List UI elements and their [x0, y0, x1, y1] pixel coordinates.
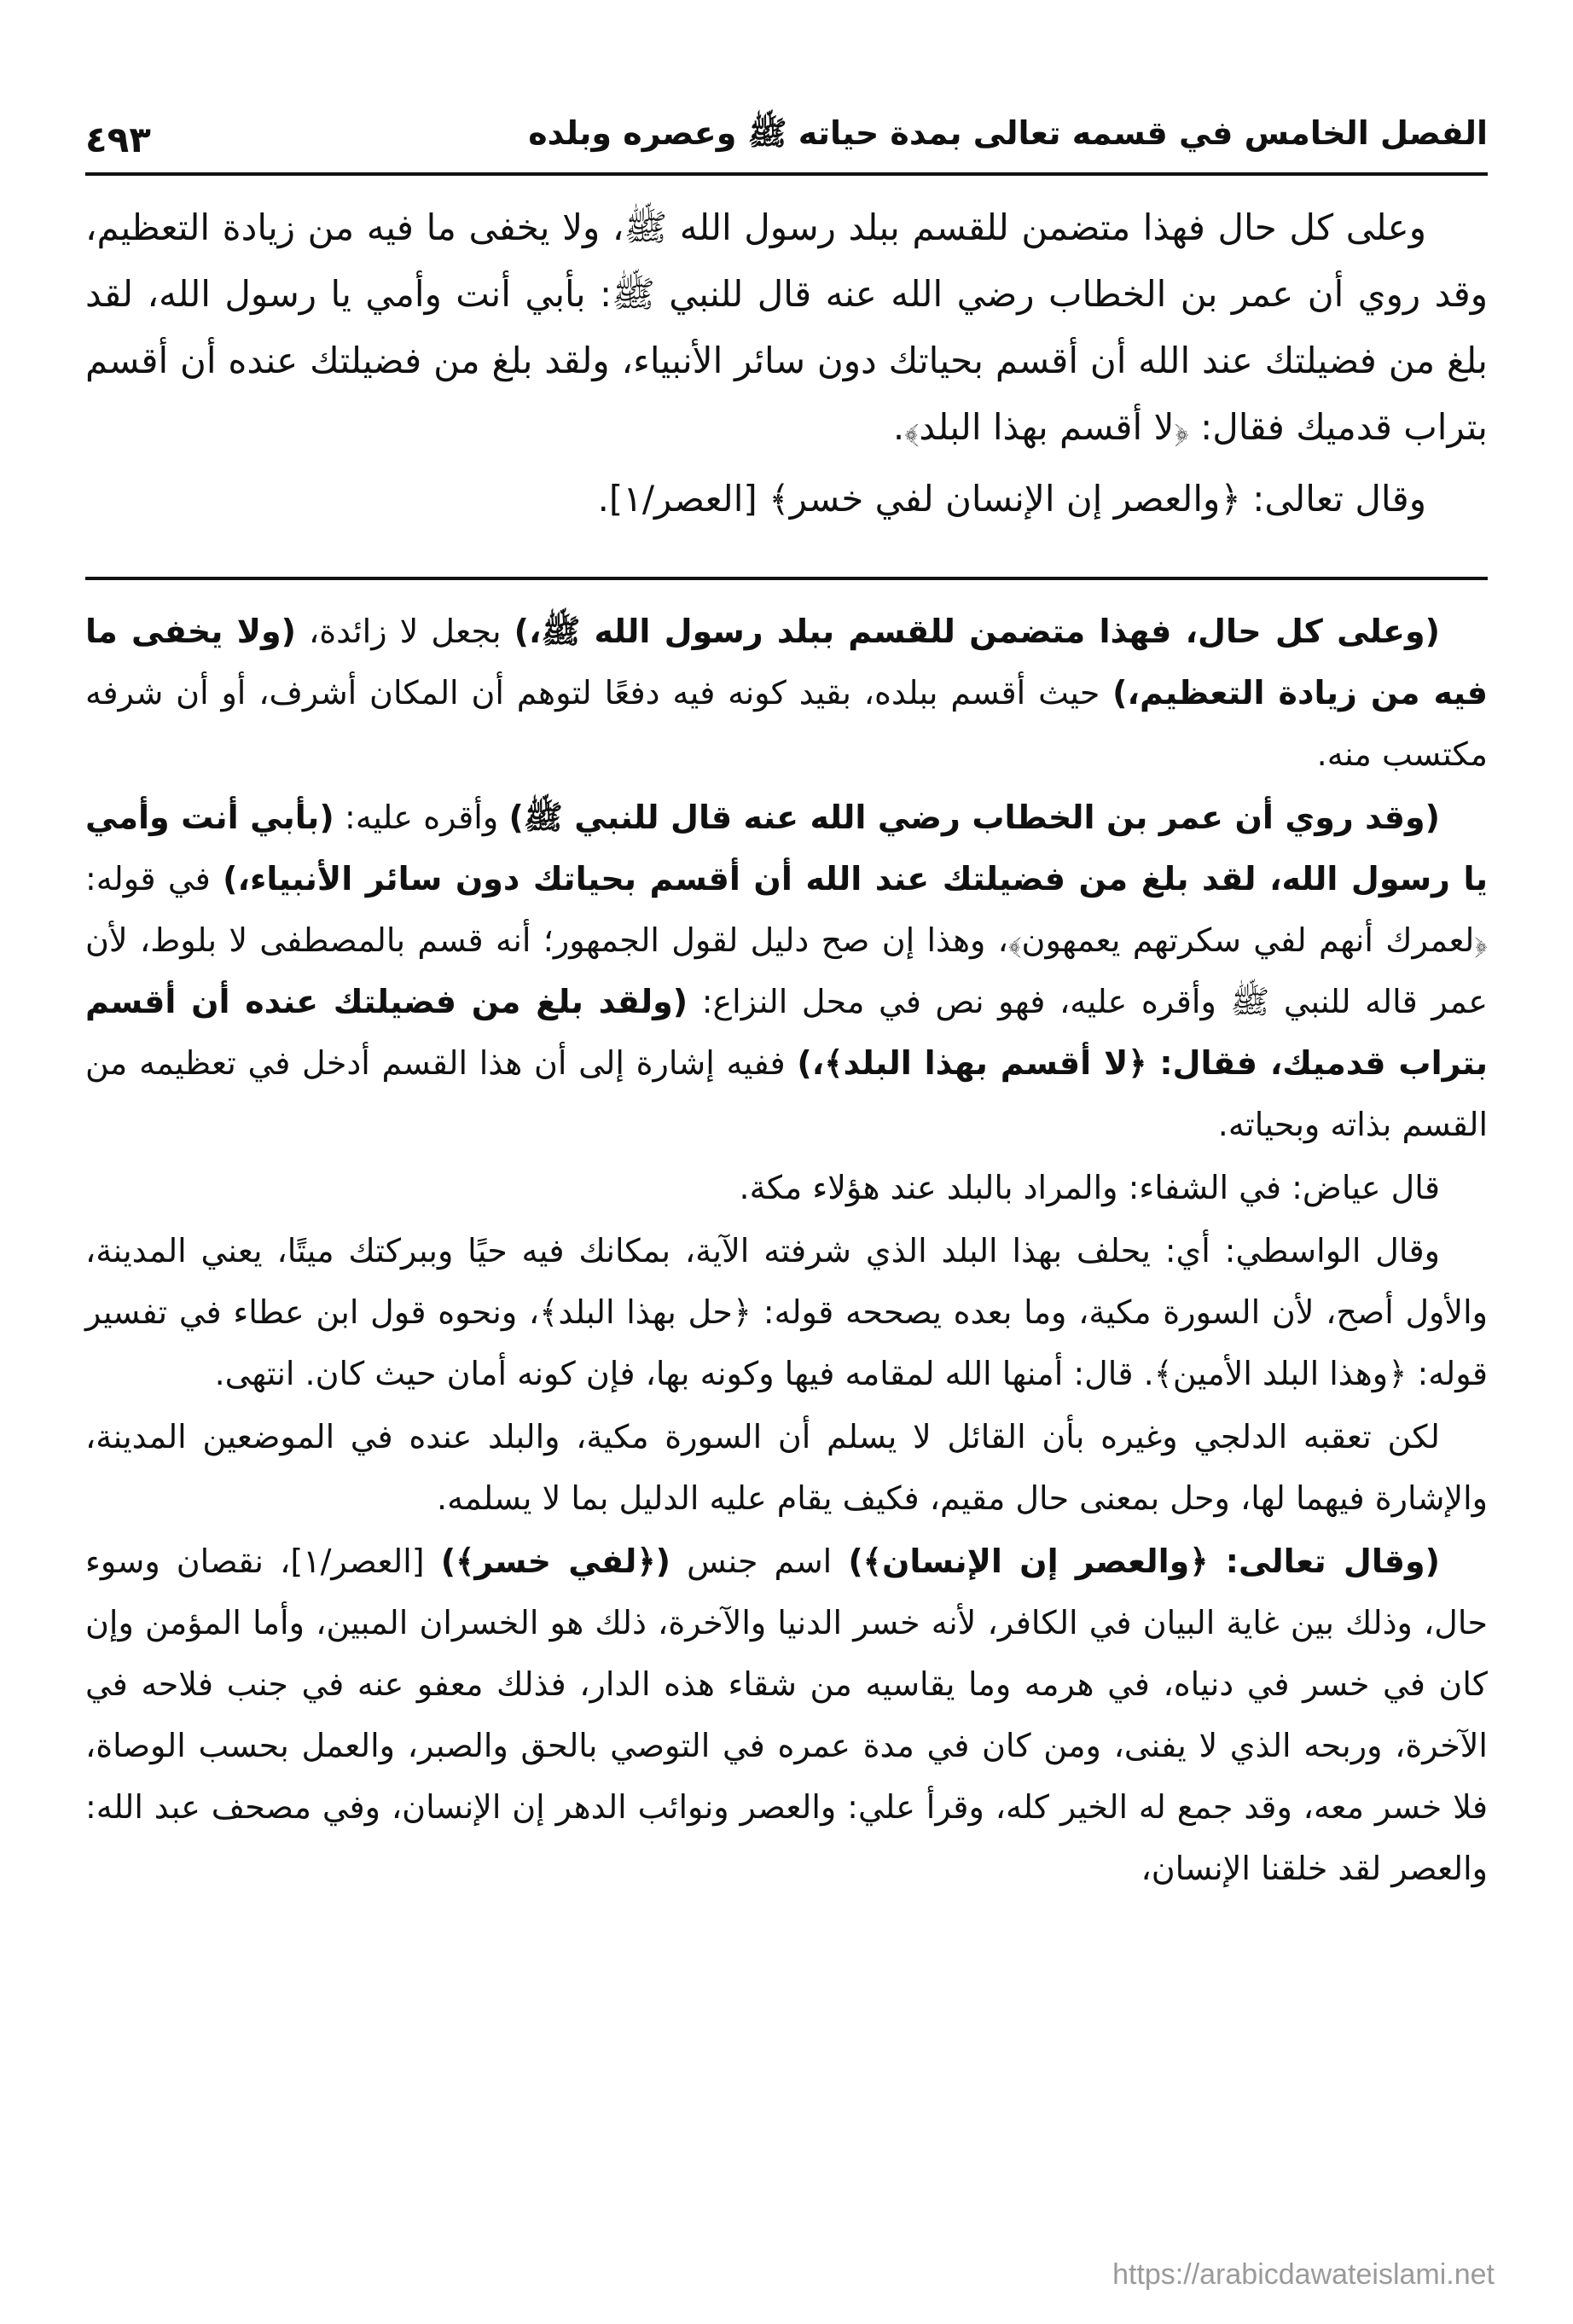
commentary-paragraph	[85, 1157, 1488, 1218]
commentary-paragraph	[85, 787, 1488, 1155]
quoted-matn-text: (وقد روي أن عمر بن الخطاب رضي الله عنه قال للنبي ﷺ)	[508, 799, 1440, 836]
commentary-text: حيث أقسم ببلده، بقيد كونه فيه دفعًا لتوهم أن المكان أشرف، أو أن شرفه مكتسب منه.	[85, 674, 1488, 773]
quoted-matn-text: (وقال تعالى: ﴿والعصر إن الإنسان﴾)	[848, 1543, 1440, 1580]
page-header	[85, 101, 1488, 176]
commentary-text: بجعل لا زائدة،	[295, 613, 514, 650]
quoted-matn-text: (بأبي أنت وأمي يا رسول الله، لقد بلغ من فضيلتك عند الله أن أقسم بحياتك دون سائر الأنبياء،)	[85, 799, 1488, 898]
main-paragraph: وعلى كل حال فهذا متضمن للقسم ببلد رسول الله ﷺ، ولا يخفى ما فيه من زيادة التعظيم، وقد روي أن عمر بن الخطاب رضي الله عنه قال للنبي ﷺ: بأبي أنت وأمي يا رسول الله، لقد بلغ من فضيلتك عند الله أن أقسم بحياتك دون سائر الأنبياء، ولقد بلغ من فضيلتك عنده أن أقسم بتراب قدميك فقال: ﴿لا أقسم بهذا البلد﴾.	[85, 206, 1488, 448]
commentary-text: وقال الواسطي: أي: يحلف بهذا البلد الذي شرفته الآية، بمكانك فيه حيًا وببركتك ميتًا، يعني المدينة، والأول أصح، لأن السورة مكية، وما بعده يصححه قوله: ﴿حل بهذا البلد﴾، ونحوه قول ابن عطاء في تفسير قوله: ﴿وهذا البلد الأمين﴾. قال: أمنها الله لمقامه فيها وكونه بها، فإن كونه أمان حيث كان. انتهى.	[85, 1232, 1488, 1392]
chapter-title: الفصل الخامس في قسمه تعالى بمدة حياته ﷺ وعصره وبلده	[528, 114, 1488, 152]
commentary-paragraph	[85, 1531, 1488, 1899]
commentary-text: في قوله: ﴿لعمرك أنهم لفي سكرتهم يعمهون﴾، وهذا إن صح دليل لقول الجمهور؛ أنه قسم بالمصطفى لا بلوط، لأن عمر قاله للنبي ﷺ وأقره عليه، فهو نص في محل النزاع:	[85, 860, 1488, 1020]
commentary-text: لكن تعقبه الدلجي وغيره بأن القائل لا يسلم أن السورة مكية، والبلد عنده في الموضعين المدينة، والإشارة فيهما لها، وحل بمعنى حال مقيم، فكيف يقام عليه الدليل بما لا يسلمه.	[85, 1418, 1488, 1517]
quoted-matn-text: (﴿لفي خسر﴾)	[440, 1543, 670, 1580]
quoted-matn-text: (وعلى كل حال، فهذا متضمن للقسم ببلد رسول الله ﷺ،)	[514, 613, 1440, 650]
commentary-paragraph	[85, 1406, 1488, 1529]
watermark-url: https://arabicdawateislami.net	[1112, 2258, 1495, 2291]
commentary-text: ففيه إشارة إلى أن هذا القسم أدخل في تعظيمه من القسم بذاته وبحياته.	[85, 1044, 1488, 1143]
commentary-text: اسم جنس	[670, 1543, 849, 1580]
quoted-matn-text: (ولقد بلغ من فضيلتك عنده أن أقسم بتراب قدميك، فقال: ﴿لا أقسم بهذا البلد﴾،)	[85, 983, 1489, 1082]
commentary-paragraph	[85, 601, 1488, 785]
page-number: ٤٩٣	[85, 119, 151, 160]
main-paragraph: وقال تعالى: ﴿والعصر إن الإنسان لفي خسر﴾ [العصر/١].	[597, 478, 1426, 520]
commentary-text: وأقره عليه:	[334, 799, 509, 836]
commentary-text: [العصر/١]، نقصان وسوء حال، وذلك بين غاية البيان في الكافر، لأنه خسر الدنيا والآخرة، ذلك هو الخسران المبين، وأما المؤمن وإن كان في خسر في دنياه، في هرمه وما يقاسيه من شقاء هذه الدار، فذلك معفو عنه في جنب فلاحه في الآخرة، وربحه الذي لا يفنى، ومن كان في مدة عمره في التوصي بالحق والصبر، والعمل بحسب الوصاة، فلا خسر معه، وقد جمع له الخير كله، وقرأ علي: والعصر ونوائب الدهر إن الإنسان، وفي مصحف عبد الله: والعصر لقد خلقنا الإنسان،	[85, 1543, 1488, 1887]
quoted-matn-text: (ولا يخفى ما فيه من زيادة التعظيم،)	[85, 613, 1488, 712]
commentary-section	[85, 601, 1488, 1899]
main-text	[85, 195, 1488, 532]
footnote-divider	[85, 577, 1488, 580]
commentary-text: قال عياض: في الشفاء: والمراد بالبلد عند هؤلاء مكة.	[739, 1169, 1440, 1206]
commentary-paragraph	[85, 1220, 1488, 1404]
